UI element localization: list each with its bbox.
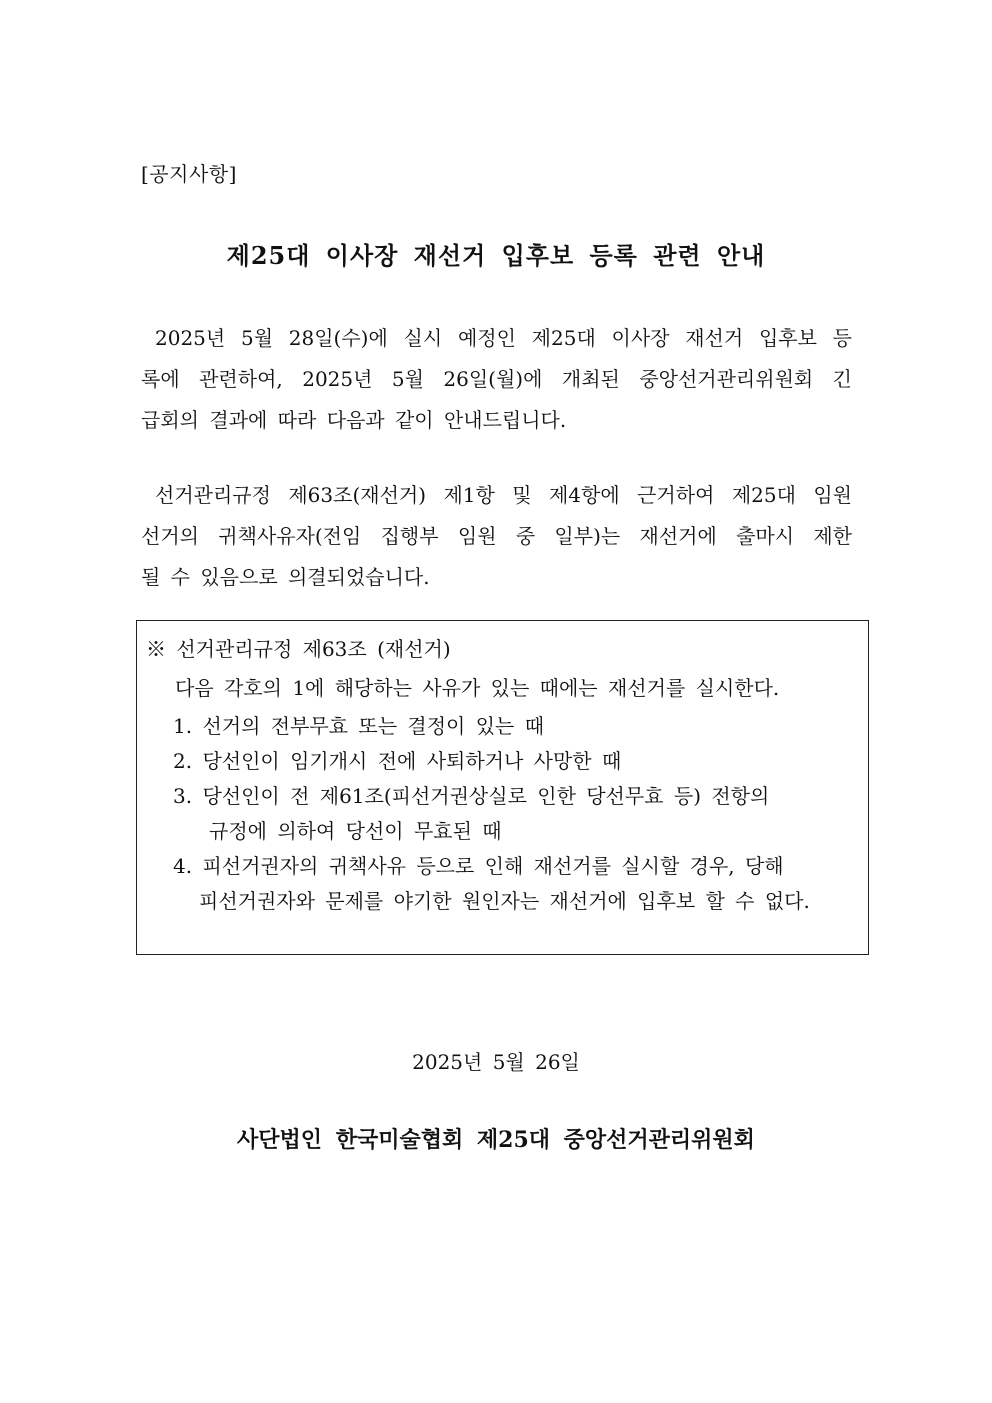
- paragraph-line: 선거의 귀책사유자(전임 집행부 임원 중 일부)는 재선거에 출마시 제한: [141, 524, 852, 548]
- paragraph-line: 될 수 있음으로 의결되었습니다.: [141, 565, 430, 589]
- regulation-item-text: 1. 선거의 전부무효 또는 결정이 있는 때: [173, 714, 545, 738]
- regulation-item: [173, 744, 853, 779]
- regulation-item: [173, 849, 853, 919]
- issuing-organization: 사단법인 한국미술협회 제25대 중앙선거관리위원회: [237, 1127, 755, 1153]
- regulation-items: [173, 709, 853, 919]
- regulation-intro: 다음 각호의 1에 해당하는 사유가 있는 때에는 재선거를 실시한다.: [175, 676, 780, 700]
- paragraph-line: 록에 관련하여, 2025년 5월 26일(월)에 개최된 중앙선거관리위원회 긴: [141, 367, 852, 391]
- regulation-item: [173, 709, 853, 744]
- signature-date: 2025년 5월 26일: [412, 1050, 580, 1074]
- regulation-item-continuation: 규정에 의하여 당선이 무효된 때: [209, 819, 502, 843]
- regulation-box: [136, 620, 869, 955]
- regulation-title: ※ 선거관리규정 제63조 (재선거): [146, 637, 451, 661]
- decision-paragraph: [141, 475, 852, 598]
- paragraph-line: 2025년 5월 28일(수)에 실시 예정인 제25대 이사장 재선거 입후보 등: [155, 326, 852, 350]
- document-title: 제25대 이사장 재선거 입후보 등록 관련 안내: [226, 241, 766, 270]
- notice-tag: [공지사항]: [141, 162, 237, 186]
- regulation-item: [173, 779, 853, 849]
- regulation-item-continuation: 피선거권자와 문제를 야기한 원인자는 재선거에 입후보 할 수 없다.: [199, 889, 810, 913]
- regulation-item-text: 4. 피선거권자의 귀책사유 등으로 인해 재선거를 실시할 경우, 당해: [173, 854, 784, 878]
- regulation-item-text: 3. 당선인이 전 제61조(피선거권상실로 인한 당선무효 등) 전항의: [173, 784, 770, 808]
- regulation-item-text: 2. 당선인이 임기개시 전에 사퇴하거나 사망한 때: [173, 749, 622, 773]
- intro-paragraph: [141, 318, 852, 441]
- paragraph-line: 급회의 결과에 따라 다음과 같이 안내드립니다.: [141, 408, 567, 432]
- paragraph-line: 선거관리규정 제63조(재선거) 제1항 및 제4항에 근거하여 제25대 임원: [155, 483, 852, 507]
